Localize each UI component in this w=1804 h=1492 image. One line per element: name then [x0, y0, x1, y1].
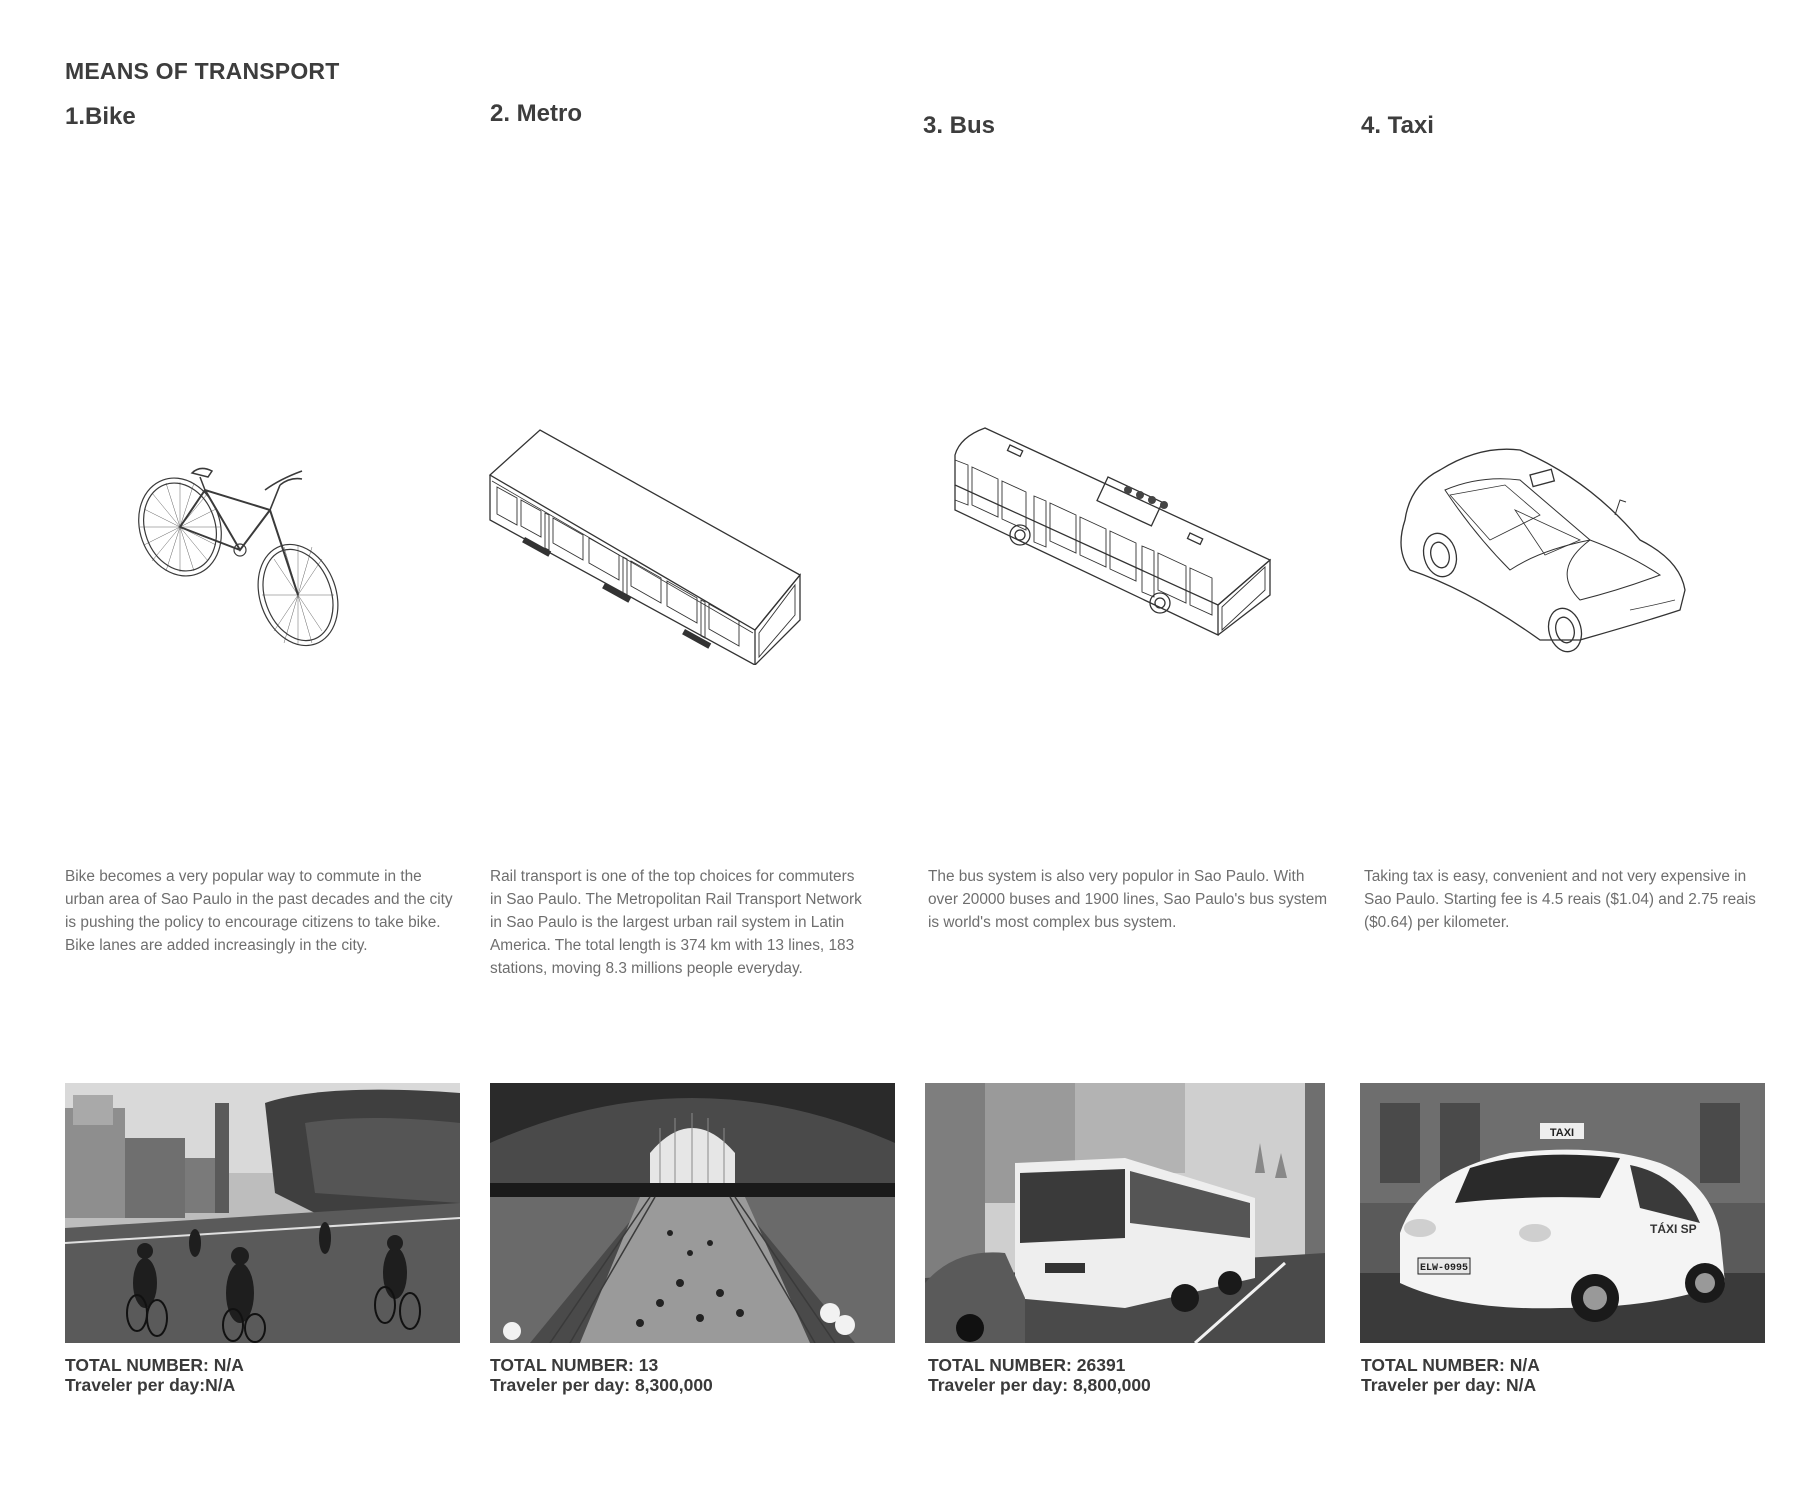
- city-bus-street-photo: [925, 1083, 1325, 1343]
- taxi-title: 4. Taxi: [1361, 112, 1434, 139]
- bus-title: 3. Bus: [923, 112, 996, 139]
- bus-traveler-per-day: Traveler per day: 8,800,000: [928, 1375, 1151, 1395]
- taxi-roof-sign: TAXI: [1549, 1127, 1575, 1139]
- metro-stats: [490, 1355, 713, 1395]
- taxi-stats: [1361, 1355, 1540, 1395]
- white-taxi-photo: [1360, 1083, 1765, 1343]
- taxi-plate: ELW-0995: [1419, 1263, 1469, 1274]
- taxi-car-icon: [1390, 440, 1690, 670]
- metro-title: 2. Metro: [490, 100, 583, 127]
- train-station-hall-photo: [490, 1083, 895, 1343]
- bus-stats: [928, 1355, 1151, 1395]
- metro-total-number: TOTAL NUMBER: 13: [490, 1355, 659, 1375]
- bus-description: The bus system is also very populor in Sao Paulo. With over 20000 buses and 1900 lines, Sao Paulo's bus system is world's most complex bus system.: [928, 868, 1328, 931]
- bike-stats: [65, 1355, 244, 1395]
- bus-icon: [950, 425, 1280, 675]
- cyclists-on-road-photo: [65, 1083, 460, 1343]
- bike-title: 1.Bike: [65, 103, 136, 130]
- metro-car-icon: [485, 425, 805, 665]
- taxi-door-logo: TÁXI SP: [1650, 1222, 1697, 1236]
- page-title: MEANS OF TRANSPORT: [65, 58, 340, 84]
- metro-traveler-per-day: Traveler per day: 8,300,000: [490, 1375, 713, 1395]
- bike-description: Bike becomes a very popular way to commute in the urban area of Sao Paulo in the past decades and the city is pushing the policy to encourage citizens to take bike. Bike lanes are added increasingly in the city.: [65, 868, 453, 954]
- bike-total-number: TOTAL NUMBER: N/A: [65, 1355, 244, 1375]
- bus-total-number: TOTAL NUMBER: 26391: [928, 1355, 1126, 1375]
- bicycle-icon: [130, 465, 350, 655]
- taxi-traveler-per-day: Traveler per day: N/A: [1361, 1375, 1537, 1395]
- taxi-total-number: TOTAL NUMBER: N/A: [1361, 1355, 1540, 1375]
- bike-traveler-per-day: Traveler per day:N/A: [65, 1375, 236, 1395]
- metro-description: Rail transport is one of the top choices for commuters in Sao Paulo. The Metropolitan Rail Transport Network in Sao Paulo is the largest urban rail system in Latin America. The total length is 374 km with 13 lines, 183 stations, moving 8.3 millions people everyday.: [490, 868, 862, 977]
- taxi-description: Taking tax is easy, convenient and not very expensive in Sao Paulo. Starting fee is 4.5 reais ($1.04) and 2.75 reais ($0.64) per kilometer.: [1364, 868, 1756, 931]
